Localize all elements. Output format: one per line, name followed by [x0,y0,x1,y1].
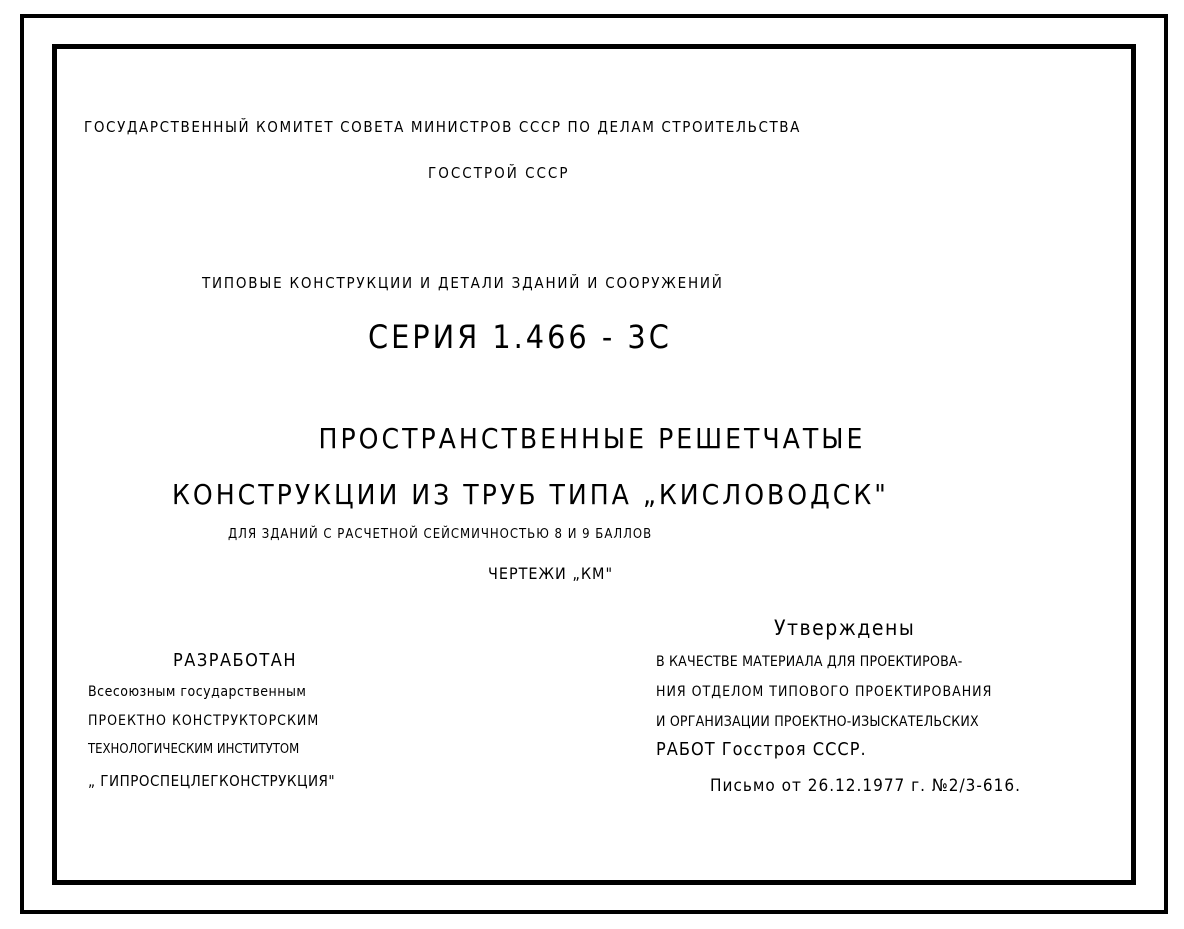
approval-line-2: НИЯ ОТДЕЛОМ ТИПОВОГО ПРОЕКТИРОВАНИЯ [656,684,993,700]
drawings-label: ЧЕРТЕЖИ „КМ" [488,564,614,583]
series-number: СЕРИЯ 1.466 - 3С [368,318,672,356]
title-line-1: ПРОСТРАНСТВЕННЫЕ РЕШЕТЧАТЫЕ [318,422,866,455]
title-line-2: КОНСТРУКЦИИ ИЗ ТРУБ ТИПА „КИСЛОВОДСК" [172,478,889,511]
approval-heading: Утверждены [774,616,916,640]
developer-heading: РАЗРАБОТАН [173,650,298,671]
approval-line-4: РАБОТ Госстроя СССР. [656,739,867,760]
series-subtitle: ТИПОВЫЕ КОНСТРУКЦИИ И ДЕТАЛИ ЗДАНИЙ И СООРУЖЕНИЙ [202,274,724,292]
approval-line-3: И ОРГАНИЗАЦИИ ПРОЕКТНО-ИЗЫСКАТЕЛЬСКИХ [656,714,979,730]
seismic-scope: ДЛЯ ЗДАНИЙ С РАСЧЕТНОЙ СЕЙСМИЧНОСТЬЮ 8 И 9 БАЛЛОВ [228,527,653,542]
developer-line-3: ТЕХНОЛОГИЧЕСКИМ ИНСТИТУТОМ [88,742,300,757]
developer-line-4: „ ГИПРОСПЕЦЛЕГКОНСТРУКЦИЯ" [88,772,336,790]
committee-name: ГОСУДАРСТВЕННЫЙ КОМИТЕТ СОВЕТА МИНИСТРОВ СССР ПО ДЕЛАМ СТРОИТЕЛЬСТВА [84,118,801,136]
developer-line-1: Всесоюзным государственным [88,684,307,700]
agency-name: ГОССТРОЙ СССР [428,164,570,182]
approval-letter: Письмо от 26.12.1977 г. №2/3-616. [710,776,1021,796]
approval-line-1: В КАЧЕСТВЕ МАТЕРИАЛА ДЛЯ ПРОЕКТИРОВА- [656,654,963,670]
developer-line-2: ПРОЕКТНО КОНСТРУКТОРСКИМ [88,713,320,729]
inner-frame [52,44,1136,885]
